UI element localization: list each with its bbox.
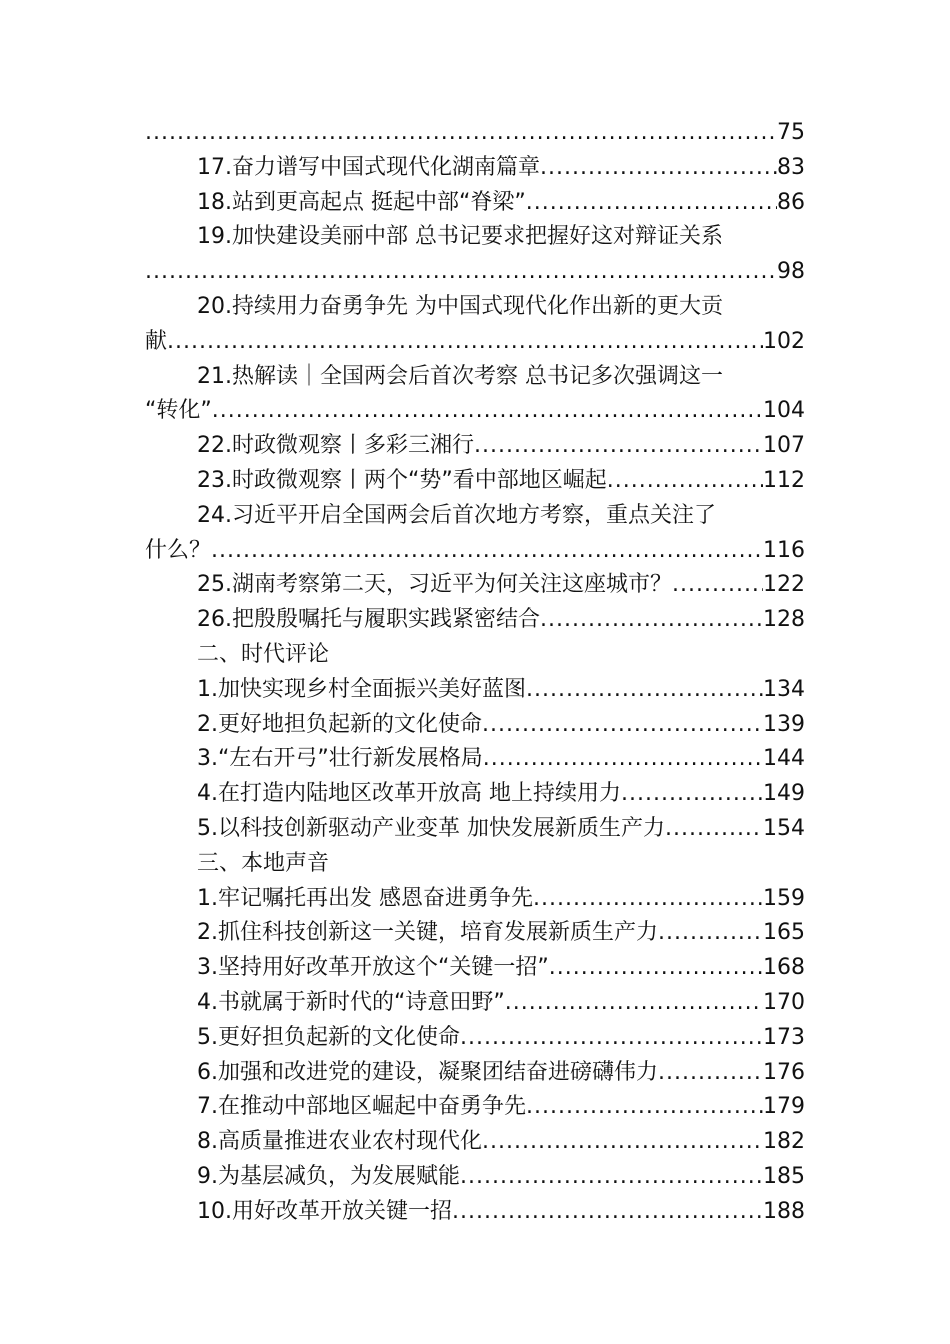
dot-leader (145, 116, 777, 151)
toc-entry-title: 10.用好改革开放关键一招 (197, 1198, 452, 1224)
toc-page-number: 139 (763, 711, 805, 737)
dot-leader (526, 186, 777, 221)
toc-entry (145, 812, 805, 847)
toc-entry (145, 603, 805, 638)
toc-entry (145, 429, 805, 464)
toc-entry-title: 5.更好担负起新的文化使命 (197, 1024, 460, 1050)
toc-entry-title: 2.抓住科技创新这一关键，培育发展新质生产力 (197, 920, 658, 946)
toc-page-number: 104 (763, 398, 805, 424)
toc-entry (145, 847, 805, 882)
toc-page-number: 170 (763, 989, 805, 1015)
toc-entry (145, 151, 805, 186)
toc-entry-title: 1.加快实现乡村全面振兴美好蓝图 (197, 676, 526, 702)
toc-entry-title: 什么？ (145, 537, 212, 563)
toc-page-number: 134 (763, 676, 805, 702)
dot-leader (482, 1125, 763, 1160)
toc-entry-title: 9.为基层减负，为发展赋能 (197, 1163, 460, 1189)
dot-leader (549, 951, 763, 986)
dot-leader (658, 916, 763, 951)
toc-page-number: 107 (763, 433, 805, 459)
toc-entry (145, 1160, 805, 1195)
dot-leader (452, 1195, 763, 1230)
toc-entry (145, 499, 805, 534)
toc-entry-title: “转化” (145, 398, 212, 424)
toc-entry-title: 24.习近平开启全国两会后首次地方考察，重点关注了 (197, 502, 716, 528)
toc-entry (145, 1195, 805, 1230)
toc-entry-title: 25.湖南考察第二天，习近平为何关注这座城市？ (197, 572, 672, 598)
toc-entry (145, 1021, 805, 1056)
toc-page-number: 182 (763, 1129, 805, 1155)
toc-entry-title: 4.书就属于新时代的“诗意田野” (197, 989, 505, 1015)
toc-page-number: 154 (763, 815, 805, 841)
toc-page-number: 168 (763, 955, 805, 981)
toc-entry (145, 255, 805, 290)
toc-entry-title: 5.以科技创新驱动产业变革 加快发展新质生产力 (197, 815, 665, 841)
dot-leader (505, 986, 763, 1021)
toc-entry-title: 4.在打造内陆地区改革开放高 地上持续用力 (197, 781, 621, 807)
toc-page-number: 159 (763, 885, 805, 911)
toc-entry (145, 220, 805, 255)
toc-entry-title: 17.奋力谱写中国式现代化湖南篇章 (197, 154, 540, 180)
dot-leader (533, 882, 763, 917)
toc-entry-title: 18.站到更高起点 挺起中部“脊梁” (197, 189, 526, 215)
toc-entry (145, 116, 805, 151)
toc-entry (145, 708, 805, 743)
toc-entry (145, 777, 805, 812)
dot-leader (665, 812, 763, 847)
toc-entry (145, 673, 805, 708)
toc-page-number: 102 (763, 328, 805, 354)
dot-leader (211, 534, 763, 569)
toc-page-number: 112 (763, 467, 805, 493)
toc-entry (145, 568, 805, 603)
toc-entry (145, 951, 805, 986)
dot-leader (482, 708, 763, 743)
toc-page-number: 128 (763, 607, 805, 633)
toc-entry-title: 二、时代评论 (197, 641, 330, 667)
toc-entry (145, 290, 805, 325)
toc-entry-title: 3.“左右开弓”壮行新发展格局 (197, 746, 483, 772)
toc-page-number: 98 (777, 259, 805, 285)
toc-entry (145, 638, 805, 673)
toc-page-number: 185 (763, 1163, 805, 1189)
toc-entry-title: 6.加强和改进党的建设，凝聚团结奋进磅礴伟力 (197, 1059, 658, 1085)
dot-leader (526, 673, 763, 708)
toc-entry (145, 534, 805, 569)
toc-entry-title: 19.加快建设美丽中部 总书记要求把握好这对辩证关系 (197, 224, 723, 250)
toc-page-number: 86 (777, 189, 805, 215)
toc-page-number: 144 (763, 746, 805, 772)
toc-page-number: 122 (763, 572, 805, 598)
toc-page-number: 179 (763, 1094, 805, 1120)
toc-entry (145, 882, 805, 917)
toc-entry (145, 1090, 805, 1125)
dot-leader (212, 394, 763, 429)
toc-entry (145, 394, 805, 429)
dot-leader (474, 429, 763, 464)
toc-entry-title: 1.牢记嘱托再出发 感恩奋进勇争先 (197, 885, 533, 911)
table-of-contents (145, 116, 805, 1230)
toc-entry (145, 325, 805, 360)
dot-leader (167, 325, 763, 360)
toc-entry (145, 186, 805, 221)
toc-page-number: 165 (763, 920, 805, 946)
toc-entry (145, 742, 805, 777)
toc-entry (145, 916, 805, 951)
dot-leader (460, 1021, 763, 1056)
dot-leader (540, 151, 777, 186)
toc-entry-title: 8.高质量推进农业农村现代化 (197, 1129, 482, 1155)
toc-entry-title: 26.把殷殷嘱托与履职实践紧密结合 (197, 607, 540, 633)
toc-entry (145, 464, 805, 499)
toc-entry (145, 1056, 805, 1091)
toc-entry-title: 23.时政微观察丨两个“势”看中部地区崛起 (197, 467, 607, 493)
toc-entry-title: 22.时政微观察丨多彩三湘行 (197, 433, 474, 459)
toc-page-number: 149 (763, 781, 805, 807)
dot-leader (658, 1056, 763, 1091)
dot-leader (483, 742, 763, 777)
toc-entry-title: 献 (145, 328, 168, 354)
toc-entry (145, 360, 805, 395)
toc-page-number: 75 (777, 120, 805, 145)
toc-entry-title: 7.在推动中部地区崛起中奋勇争先 (197, 1094, 526, 1120)
toc-page-number: 116 (763, 537, 805, 563)
toc-entry-title: 三、本地声音 (197, 850, 330, 876)
dot-leader (621, 777, 763, 812)
toc-entry-title: 3.坚持用好改革开放这个“关键一招” (197, 955, 549, 981)
toc-entry-title: 2.更好地担负起新的文化使命 (197, 711, 482, 737)
dot-leader (672, 568, 763, 603)
dot-leader (145, 255, 777, 290)
toc-entry-title: 20.持续用力奋勇争先 为中国式现代化作出新的更大贡 (197, 293, 723, 319)
toc-page-number: 83 (777, 154, 805, 180)
toc-page-number: 176 (763, 1059, 805, 1085)
toc-entry-title: 21.热解读｜全国两会后首次考察 总书记多次强调这一 (197, 363, 723, 389)
toc-page-number: 173 (763, 1024, 805, 1050)
dot-leader (540, 603, 763, 638)
dot-leader (607, 464, 763, 499)
dot-leader (526, 1090, 763, 1125)
dot-leader (460, 1160, 763, 1195)
toc-entry (145, 986, 805, 1021)
toc-entry (145, 1125, 805, 1160)
toc-page-number: 188 (763, 1198, 805, 1224)
